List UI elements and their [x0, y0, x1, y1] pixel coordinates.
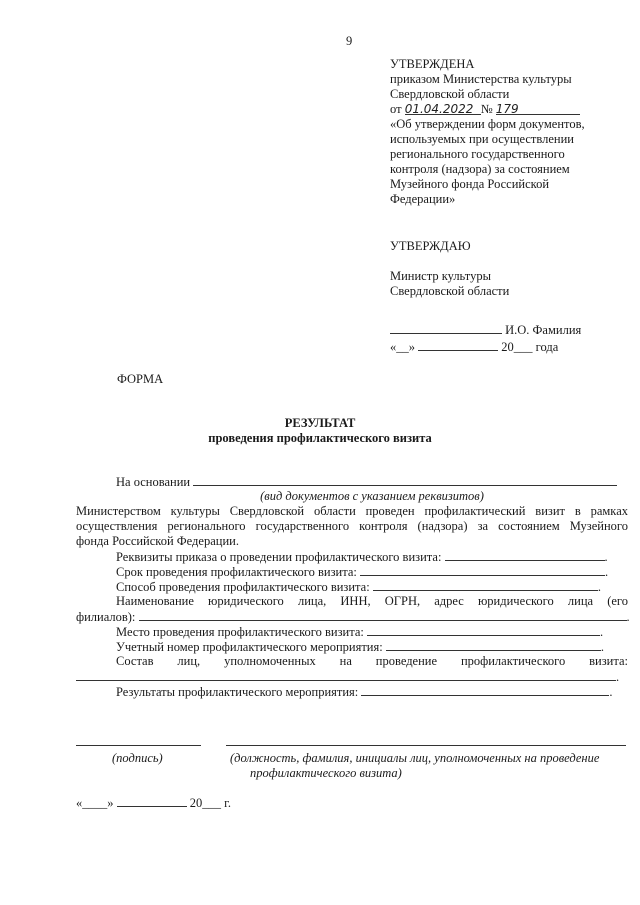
- field-order-details: Реквизиты приказа о проведении профилактического визита: .: [116, 550, 608, 564]
- approve-date-line: [390, 338, 635, 355]
- field-visit-method: Способ проведения профилактического визита: .: [116, 580, 601, 594]
- approval-block: [390, 57, 635, 207]
- basis-label: На основании: [116, 475, 191, 489]
- field-record-number: Учетный номер профилактического мероприятия: .: [116, 640, 604, 654]
- approval-quote-6: Федерации»: [390, 192, 456, 206]
- field-blank: [361, 684, 609, 696]
- approval-quote-1: «Об утверждении форм документов,: [390, 117, 585, 131]
- approve-date-year: 20___ года: [501, 340, 559, 354]
- form-label: ФОРМА: [117, 372, 164, 386]
- field-label: Учетный номер профилактического мероприятия:: [116, 640, 383, 654]
- footer-date-day: «____»: [76, 796, 114, 810]
- field-legal-entity: Наименование юридического лица, ИНН, ОГРН, адрес юридического лица (его: [116, 594, 628, 608]
- field-blank: [76, 669, 616, 681]
- approve-date-month-blank: [418, 338, 498, 351]
- field-label: Результаты профилактического мероприятия:: [116, 685, 359, 699]
- handwritten-number: 179: [496, 102, 580, 115]
- title-line-1: РЕЗУЛЬТАТ: [284, 416, 356, 430]
- basis-blank: [193, 474, 617, 486]
- signature-name: И.О. Фамилия: [505, 323, 582, 337]
- signature-line: [390, 321, 635, 338]
- title-line-2: проведения профилактического визита: [208, 431, 432, 445]
- signature-underline: [76, 745, 201, 746]
- field-blank: [367, 624, 600, 636]
- document-body: [76, 474, 628, 699]
- approval-quote-3: регионального государственного: [390, 147, 565, 161]
- number-sign: №: [480, 102, 493, 116]
- approve-date-day: «__»: [390, 340, 415, 354]
- approval-line-2: Свердловской области: [390, 87, 510, 101]
- paragraph-line-1: Министерством культуры Свердловской области проведен профилактический визит в рамках: [76, 504, 628, 518]
- minister-position-2: Свердловской области: [390, 284, 510, 298]
- field-blank: [373, 579, 598, 591]
- paragraph-line-3: фонда Российской Федерации.: [76, 534, 239, 548]
- footer-date-month-blank: [117, 795, 187, 807]
- approve-block: [390, 239, 635, 355]
- position-caption-line-1: (должность, фамилия, инициалы лиц, уполномоченных на проведение: [230, 751, 600, 765]
- field-composition-blank-line: .: [76, 669, 628, 684]
- field-visit-place: Место проведения профилактического визита: .: [116, 625, 604, 639]
- basis-line: [76, 474, 628, 489]
- approval-line-1: приказом Министерства культуры: [390, 72, 572, 86]
- signature-caption: (подпись): [112, 751, 163, 765]
- field-blank: [360, 564, 605, 576]
- approval-date-line: [390, 102, 635, 117]
- field-results: Результаты профилактического мероприятия: .: [116, 685, 613, 699]
- field-blank: [139, 609, 627, 621]
- page-number: 9: [346, 34, 353, 48]
- approval-quote-5: Музейного фонда Российской: [390, 177, 550, 191]
- basis-caption: (вид документов с указанием реквизитов): [260, 489, 484, 503]
- field-label: Способ проведения профилактического визита:: [116, 580, 370, 594]
- field-label: филиалов):: [76, 610, 136, 624]
- date-prefix: от: [390, 102, 402, 116]
- document-title: [0, 416, 640, 446]
- field-blank: [445, 549, 605, 561]
- field-composition: Состав лиц, уполномоченных на проведение профилактического визита:: [116, 654, 628, 668]
- field-label: Срок проведения профилактического визита:: [116, 565, 357, 579]
- position-caption: [230, 751, 626, 781]
- position-underline: [226, 745, 626, 746]
- minister-position-1: Министр культуры: [390, 269, 491, 283]
- field-visit-term: Срок проведения профилактического визита: .: [116, 565, 609, 579]
- handwritten-date: 01.04.2022: [405, 102, 481, 115]
- field-label: Место проведения профилактического визита:: [116, 625, 364, 639]
- field-blank: [386, 639, 601, 651]
- footer-date: [76, 795, 231, 811]
- signature-blank: [390, 321, 502, 334]
- approval-heading: УТВЕРЖДЕНА: [390, 57, 475, 71]
- field-label: Реквизиты приказа о проведении профилактического визита:: [116, 550, 442, 564]
- field-branches: филиалов): .: [76, 610, 630, 624]
- paragraph-line-2: осуществления регионального государственного контроля (надзора) за состоянием Музейного: [76, 519, 628, 533]
- approval-quote-4: контроля (надзора) за состоянием: [390, 162, 570, 176]
- approval-quote-2: используемых при осуществлении: [390, 132, 574, 146]
- footer-date-year: 20___ г.: [189, 796, 231, 810]
- position-caption-line-2: профилактического визита): [250, 766, 402, 780]
- approve-heading: УТВЕРЖДАЮ: [390, 239, 471, 253]
